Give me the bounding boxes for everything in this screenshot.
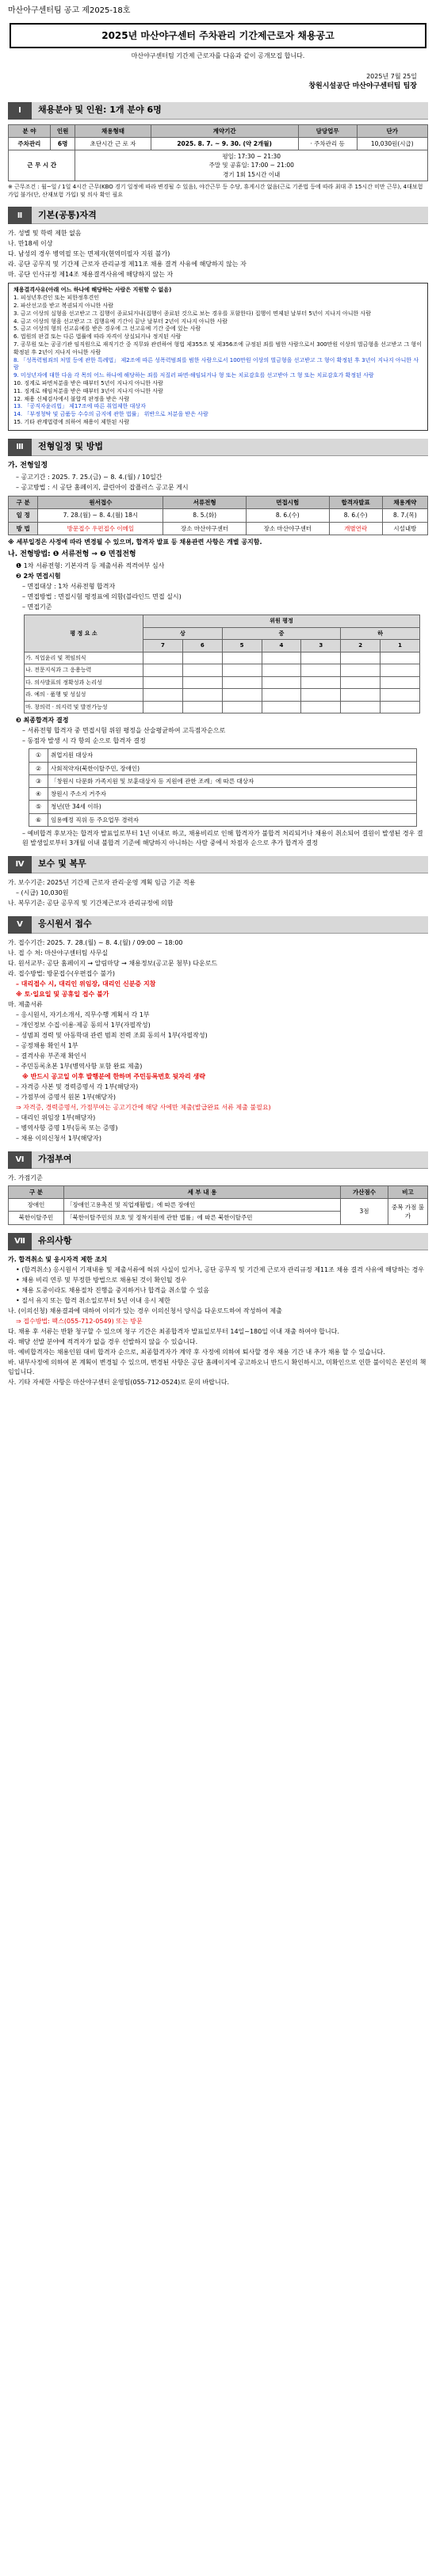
table-header: 단가 [357, 124, 427, 137]
disqualification-item: 13. 「공직자윤리법」 제17조에 따른 취업제한 대상자 [13, 403, 146, 410]
eval-item: 마. 창의력 · 의지력 및 발전가능성 [25, 701, 143, 713]
disqualification-item: 6. 법원의 판결 또는 다른 법률에 따라 자격이 상실되거나 정지된 사람 [13, 333, 182, 341]
caution-line: 나. (이의신청) 채용결과에 대하여 이의가 있는 경우 이의신청서 양식을 다운로드하여 작성하여 제출 [8, 1307, 282, 1315]
caution-line: 라. 해당 선발 분야에 적격자가 없을 경우 선발하지 않을 수 있습니다. [8, 1337, 198, 1345]
table-cell: 방문접수 우편접수 이메일 [38, 522, 163, 535]
row-label: 일 정 [9, 509, 38, 522]
document-item: – 응시원서, 자기소개서, 직무수행 계획서 각 1부 [16, 1010, 150, 1018]
caution-line: • 채용 도중이라도 채용절차 진행을 중지하거나 합격을 취소할 수 있음 [16, 1286, 209, 1294]
table-cell: 8. 6.(수) [329, 509, 382, 522]
work-hours-label: 근 무 시 간 [9, 150, 75, 181]
section-header-application [8, 916, 428, 934]
table-header: 위원 평정 [143, 615, 420, 628]
section-title: 가점부여 [32, 1151, 428, 1169]
section-number: Ⅳ [8, 856, 32, 873]
section-number: Ⅴ [8, 916, 32, 934]
tiebreak-rank: ③ [29, 774, 48, 787]
page-title: 2025년 마산야구센터 주차관리 기간제근로자 채용공고 [10, 23, 426, 48]
score-label: 4 [262, 640, 301, 653]
caution-line: ⇒ 접수방법: 팩스(055-712-0549) 또는 방문 [16, 1317, 143, 1325]
document-item: – 병역사항 증명 1부(등록 또는 증명) [16, 1124, 118, 1132]
tiebreak-rank: ⑤ [29, 801, 48, 813]
disqualification-item: 3. 금고 이상의 실형을 선고받고 그 집행이 종료되거나(집행이 종료된 것으로 보는 경우를 포함한다) 집행이 면제된 날부터 5년이 지나지 아니한 사람 [13, 310, 372, 317]
tiebreak-item: 청년(만 34세 이하) [48, 801, 417, 813]
grade-label: 상 [143, 627, 223, 640]
signature: 창원시설공단 마산야구센터팀 팀장 [308, 82, 417, 90]
disqualification-item: 2. 파산선고를 받고 복권되지 아니한 사람 [13, 302, 113, 309]
table-cell: 8. 7.(목) [382, 509, 427, 522]
eval-item: 가. 직업윤리 및 책임의식 [25, 652, 143, 664]
section-header-notes [8, 1233, 428, 1250]
table-cell: 주차관리 [9, 137, 51, 150]
table-cell: 초단시간 근 로 자 [75, 137, 151, 150]
table-header: 담당업무 [298, 124, 357, 137]
tiebreak-item: 사회적약자(북한이탈주민, 장애인) [48, 762, 417, 774]
table-cell: 「북한이탈주민의 보호 및 정착지원에 관한 법률」에 따른 북한이탈주민 [64, 1212, 341, 1224]
table-cell: 「장애인고용촉진 및 직업재활법」에 따른 장애인 [64, 1199, 341, 1212]
score-label: 5 [222, 640, 262, 653]
section-header-qualifications [8, 207, 428, 224]
document-item: – 대리인 위임장 1부(해당자) [16, 1113, 96, 1121]
disqualification-item: 9. 미성년자에 대한 다음 각 목의 어느 하나에 해당하는 죄를 저질러 파면·해임되거나 형 또는 치료감호를 선고받아 그 형 또는 치료감호가 확정된 사람 [13, 372, 374, 379]
table-cell: 10,030원(시급) [357, 137, 427, 150]
tiebreak-rank: ① [29, 749, 48, 762]
tiebreak-rank: ④ [29, 788, 48, 801]
final-decision-title: ❸ 최종합격자 결정 [16, 717, 69, 725]
work-hours-cell [75, 150, 428, 181]
eval-item: 나. 전문지식과 그 응용능력 [25, 664, 143, 677]
application-warning: ※ 토·일요일 및 공휴일 접수 불가 [16, 990, 109, 998]
table-cell: · 주차관리 등 [298, 137, 357, 150]
disqualification-box [8, 283, 428, 430]
table-header: 계약기간 [151, 124, 298, 137]
table-header: 평 정 요 소 [25, 615, 143, 653]
work-hours-line: 주말 및 공휴일: 17:00 ~ 21:00 [208, 162, 294, 169]
tiebreak-item: 「창원시 다문화 가족지원 및 보훈대상자 등 지원에 관한 조례」에 따른 대상자 [48, 774, 417, 787]
caution-line: 다. 채용 후 서류는 반환 청구할 수 있으며 청구 기간은 최종합격자 발표일로부터 14일~180일 이내 재출 하여야 합니다. [8, 1327, 339, 1335]
qualification-item: 가. 성별 및 학력 제한 없음 [8, 230, 82, 238]
method-line: – 면접방법 : 면접시험 평정표에 의함(블라인드 면접 실시) [22, 593, 182, 601]
recruitment-table [8, 124, 428, 181]
bonus-table [8, 1185, 428, 1225]
caution-line: 사. 기타 자세한 사항은 마산야구센터 운영팀(055-712-0524)로 문의 바랍니다. [8, 1378, 229, 1386]
document-item: – 성범죄 경력 및 아동학대 관련 범죄 전력 조회 동의서 1부(자필작성) [16, 1031, 208, 1039]
work-hours-line: 경기 1회 15시간 이내 [223, 170, 281, 178]
table-header: 가산점수 [341, 1185, 388, 1198]
section-number: Ⅲ [8, 439, 32, 456]
final-decision-line: – 서류전형 합격자 중 면접시험 위원 평정을 산술평균하여 고득점자순으로 [22, 727, 226, 735]
interview-eval-table [24, 615, 420, 713]
section-title: 보수 및 복무 [32, 856, 428, 873]
tiebreak-item: 창원시 주소지 거주자 [48, 788, 417, 801]
table-cell: 8. 6.(수) [246, 509, 329, 522]
section-title: 전형일정 및 방법 [32, 439, 428, 456]
tiebreak-item: 임용예정 직위 등 주요업무 경력자 [48, 813, 417, 826]
disqualification-item: 1. 피성년후견인 또는 피한정후견인 [13, 295, 100, 302]
table-header: 세 부 내 용 [64, 1185, 341, 1198]
caution-line: • (합격취소) 응시원서 기재내용 및 제출서류에 허위 사실이 있거나, 공단 공무직 및 기간제 근로자 관리규정 제11조 채용 결격 사유에 해당하는 경우 [16, 1265, 425, 1273]
document-item: – 자격증 사본 및 경력증명서 각 1부(해당자) [16, 1083, 139, 1090]
tiebreak-rank: ② [29, 762, 48, 774]
section-number: Ⅶ [8, 1233, 32, 1250]
method-line: – 면접기준 [22, 603, 52, 611]
section-number: Ⅱ [8, 207, 32, 224]
grade-label: 중 [222, 627, 341, 640]
tiebreak-item: 취업지원 대상자 [48, 749, 417, 762]
disqualification-title: 채용결격사유(아래 어느 하나에 해당하는 사람은 지원할 수 없음) [13, 287, 172, 294]
table-header: 비고 [388, 1185, 428, 1198]
document-note: ⇒ 자격증, 경력증명서, 가점부여는 공고기간에 해당 사에만 제출(발급완료 서류 제출 불필요) [16, 1103, 271, 1111]
documents-title: 마. 제출서류 [8, 1000, 43, 1008]
schedule-line: – 공고기간 : 2025. 7. 25.(금) ~ 8. 4.(월) / 10일간 [16, 474, 163, 481]
tiebreak-rank: ⑥ [29, 813, 48, 826]
application-line: 라. 접수방법: 방문접수(우편접수 불가) [8, 969, 116, 977]
pay-line: 나. 복무기준: 공단 공무직 및 기간제근로자 관리규정에 의함 [8, 899, 174, 907]
notice-date: 2025년 7월 25일 [366, 73, 417, 80]
method-heading: 나. 전형방법: ❶ 서류전형 → ❷ 면접전형 [8, 550, 136, 558]
disqualification-item: 15. 기타 관계법령에 의하여 채용이 제한된 사람 [13, 418, 130, 425]
disqualification-item: 11. 징계로 해임처분을 받은 때부터 3년이 지나지 아니한 사람 [13, 387, 163, 394]
final-decision-line: – 동점자 발생 시 각 항의 순으로 합격자 결정 [22, 737, 146, 745]
schedule-table [8, 496, 428, 535]
table-cell: 장소 마산야구센터 [246, 522, 329, 535]
score-label: 7 [143, 640, 183, 653]
work-condition-note: ※ 근무조건 : 월~일 / 1일 4시간 근무(KBO 경기 일정에 따라 변경될 수 있음), 야간근무 등 수당, 휴게시간 없음(근로 기준법 등에 따라 최대 주 15시간 미만 근무), 4대보험 가입 불가(단, 산재보험 가입) 및 의사 확인 필요 [8, 183, 423, 198]
disqualification-item: 14. 「부정청탁 및 금품등 수수의 금지에 관한 법률」 위반으로 처분을 받은 사람 [13, 411, 208, 418]
application-line: 다. 원서교부: 공단 홈페이지 → 알림마당 → 채용정보(공고문 첨부) 다운로드 [8, 959, 218, 967]
method-line: ❷ 2차 면접시험 [16, 573, 61, 580]
table-cell: 중복 가점 불가 [388, 1199, 428, 1225]
table-header: 채용형태 [75, 124, 151, 137]
document-item: – 결격사유 부존재 확인서 [16, 1052, 86, 1060]
score-label: 3 [301, 640, 341, 653]
row-label: 방 법 [9, 522, 38, 535]
section-header-recruitment [8, 102, 428, 120]
disqualification-item: 4. 금고 이상의 형을 선고받고 그 집행유예 기간이 끝난 날부터 2년이 지나지 아니한 사람 [13, 318, 228, 325]
caution-line: 가. 합격취소 및 응시자격 제한 조치 [8, 1255, 108, 1263]
eval-item: 다. 의사발표의 정확성과 논리성 [25, 676, 143, 689]
table-header: 인원 [50, 124, 75, 137]
table-cell: 3점 [341, 1199, 388, 1225]
schedule-line: – 공고방법 : 시 공단 홈페이지, 클린아이 잡플러스 공고문 게시 [16, 484, 189, 492]
table-header: 합격자발표 [329, 497, 382, 509]
pay-line: – (시급) 10,030원 [16, 888, 69, 896]
section-title: 기본(공통)자격 [32, 207, 428, 224]
section-header-bonus [8, 1151, 428, 1169]
table-cell: 북한이탈주민 [9, 1212, 64, 1224]
table-cell: 개별연락 [329, 522, 382, 535]
section-title: 응시원서 접수 [32, 916, 428, 934]
disqualification-item: 5. 금고 이상의 형의 선고유예를 받은 경우에 그 선고유예 기간 중에 있는 사람 [13, 325, 201, 333]
reserve-candidate-note: – 예비합격 후보자는 합격자 발표일로부터 1년 이내로 하고, 채용비리로 인해 합격자가 불합격 처리되거나 채용이 취소되어 결원이 발생된 경우 결원 발생일로부터 3개월 이내 불합격 기준에 해당하지 아니하는 사람 중에서 차점자 순으로 추가 합격자 결정 [22, 829, 423, 847]
qualification-item: 라. 공단 공무직 및 기간제 근로자 관리규정 제11조 채용 결격 사유에 해당하지 않는 자 [8, 261, 247, 268]
disqualification-item: 8. 「성폭력범죄의 처벌 등에 관한 특례법」 제2조에 따른 성폭력범죄를 범한 사람으로서 100만원 이상의 벌금형을 선고받고 그 형이 확정된 후 3년이 지나지 아니한 사람 [13, 356, 419, 371]
section-title: 채용분야 및 인원: 1개 분야 6명 [32, 102, 428, 120]
table-header: 면접시험 [246, 497, 329, 509]
schedule-warning: ※ 세부일정은 사정에 따라 변경될 수 있으며, 합격자 발표 등 채용관련 사항은 개별 공지함. [8, 538, 262, 546]
table-cell: 시설내방 [382, 522, 427, 535]
disqualification-item: 10. 징계로 파면처분을 받은 때부터 5년이 지나지 아니한 사람 [13, 379, 163, 386]
method-line: ❶ 1차 서류전형: 기본자격 등 제출서류 적격여부 심사 [16, 562, 165, 570]
grade-label: 하 [341, 627, 420, 640]
eval-item: 라. 예의 · 품행 및 성실성 [25, 689, 143, 702]
method-line: – 면접대상 : 1차 서류전형 합격자 [22, 583, 116, 591]
table-header: 서류전형 [163, 497, 247, 509]
document-item: – 개인정보 수집·이용·제공 동의서 1부(자필작성) [16, 1021, 151, 1029]
pay-line: 가. 보수기준: 2025년 기간제 근로자 관리·운영 계획 임금 기준 적용 [8, 878, 196, 886]
work-hours-line: 평일: 17:30 ~ 21:30 [222, 153, 281, 160]
intro-text: 마산야구센터팀 기간제 근로자를 다음과 같이 공개모집 합니다. [131, 52, 305, 59]
document-item: – 공정채용 확인서 1부 [16, 1041, 78, 1049]
bonus-subtitle: 가. 가점기준 [8, 1174, 43, 1181]
schedule-heading: 가. 전형일정 [8, 461, 48, 470]
caution-line: • 채용 비리 연루 및 부정한 방법으로 채용된 것이 확인될 경우 [16, 1276, 187, 1284]
tiebreak-table [29, 748, 417, 827]
application-warning: – 대리접수 시, 대리인 위임장, 대리인 신분증 지참 [16, 980, 156, 987]
document-note: ※ 반드시 공고일 이후 발행분에 한하며 주민등록번호 뒷자리 생략 [22, 1072, 205, 1080]
disqualification-item: 7. 공무원 또는 공공기관 임직원으로 재직기간 중 직무와 관련하여 형법 제355조 및 제356조에 규정된 죄를 범한 사람으로서 300만원 이상의 벌금형을 선고받고 그 형이 확정된 후 2년이 지나지 아니한 사람 [13, 341, 422, 356]
caution-line: • 질서 유지 또는 합격 취소일로부터 5년 이내 응시 제한 [16, 1296, 170, 1304]
caution-line: 바. 내부사정에 의하여 본 계획이 변경될 수 있으며, 변경된 사항은 공단 홈페이지에 공고하오니 반드시 확인하시고, 미확인으로 인한 불이익은 본인의 책임입니다. [8, 1358, 426, 1376]
table-header: 구 분 [9, 497, 38, 509]
section-title: 유의사항 [32, 1233, 428, 1250]
table-cell: 장애인 [9, 1199, 64, 1212]
application-line: 나. 접 수 처: 마산야구센터팀 사무실 [8, 949, 109, 957]
disqualification-item: 12. 채용 신체검사에서 불합격 판정을 받은 사람 [13, 395, 130, 402]
notice-number: 마산아구센터팀 공고 제2025-18호 [8, 6, 131, 15]
score-label: 2 [341, 640, 381, 653]
table-header: 채용계약 [382, 497, 427, 509]
table-cell: 2025. 8. 7. ~ 9. 30. (약 2개월) [151, 137, 298, 150]
qualification-item: 마. 공단 인사규정 제14조 채용결격사유에 해당하지 않는 자 [8, 271, 174, 279]
score-label: 1 [381, 640, 420, 653]
table-header: 분 야 [9, 124, 51, 137]
document-item: – 주민등록초본 1부(병역사항 포함 완료 제출) [16, 1062, 143, 1070]
table-header: 구 분 [9, 1185, 64, 1198]
table-cell: 7. 28.(월) ~ 8. 4.(월) 18시 [38, 509, 163, 522]
application-line: 가. 접수기간: 2025. 7. 28.(월) ~ 8. 4.(월) / 09:00 ~ 18:00 [8, 938, 183, 946]
document-item: – 채용 이의신청서 1부(해당자) [16, 1134, 101, 1142]
document-item: – 가점부여 증명서 원본 1부(해당자) [16, 1093, 116, 1101]
section-number: Ⅰ [8, 102, 32, 120]
table-cell: 8. 5.(화) [163, 509, 247, 522]
section-header-schedule [8, 439, 428, 456]
qualification-item: 나. 만18세 이상 [8, 240, 53, 248]
section-number: Ⅵ [8, 1151, 32, 1169]
section-header-pay [8, 856, 428, 873]
table-header: 원서접수 [38, 497, 163, 509]
table-cell: 장소 마산야구센터 [163, 522, 247, 535]
table-cell: 6명 [50, 137, 75, 150]
caution-line: 마. 예비합격자는 채용인원 대비 합격자 순으로, 최종합격자가 계약 후 사정에 의하여 퇴사할 경우 채용 기간 내 추가 채용 할 수 있습니다. [8, 1348, 385, 1356]
qualification-item: 다. 남성의 경우 병역필 또는 면제자(현역미필자 지원 불가) [8, 250, 170, 258]
score-label: 6 [182, 640, 222, 653]
